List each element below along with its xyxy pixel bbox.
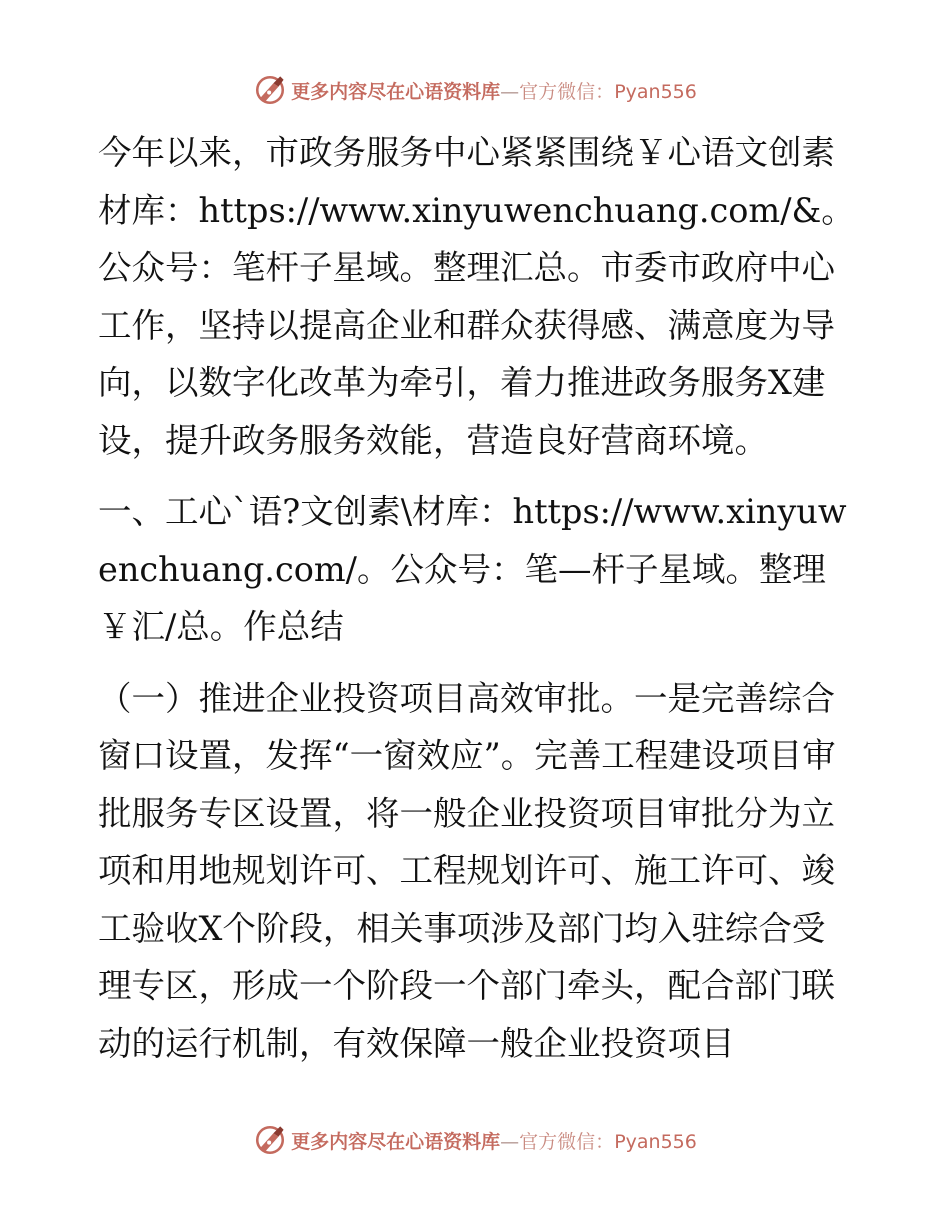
document-body xyxy=(98,124,858,1072)
header-watermark xyxy=(0,70,950,110)
pen-nib-logo-icon xyxy=(253,73,287,107)
watermark-text: 更多内容尽在心语资料库—官方微信：Pyan556 xyxy=(291,1130,697,1153)
section-heading: 一、工心`语?文创素\材库：https://www.xinyuwenchuang.com/。公众号：笔—杆子星域。整理￥汇/总。作总结 xyxy=(98,492,847,646)
paragraph-intro: 今年以来，市政务服务中心紧紧围绕￥心语文创素材库：https://www.xinyuwenchuang.com/&。公众号：笔杆子星域。整理汇总。市委市政府中心工作，坚持以提高企业和群众获得感、满意度为导向，以数字化改革为牵引，着力推进政务服务X建设，提升政务服务效能，营造良好营商环境。 xyxy=(98,133,855,460)
footer-watermark xyxy=(0,1120,950,1160)
watermark-text: 更多内容尽在心语资料库—官方微信：Pyan556 xyxy=(291,80,697,103)
pen-nib-logo-icon xyxy=(253,1123,287,1157)
paragraph-subsection-1: （一）推进企业投资项目高效审批。一是完善综合窗口设置，发挥“一窗效应”。完善工程建设项目审批服务专区设置，将一般企业投资项目审批分为立项和用地规划许可、工程规划许可、施工许可、竣工验收X个阶段，相关事项涉及部门均入驻综合受理专区，形成一个阶段一个部门牵头，配合部门联动的运行机制，有效保障一般企业投资项目 xyxy=(98,678,836,1063)
